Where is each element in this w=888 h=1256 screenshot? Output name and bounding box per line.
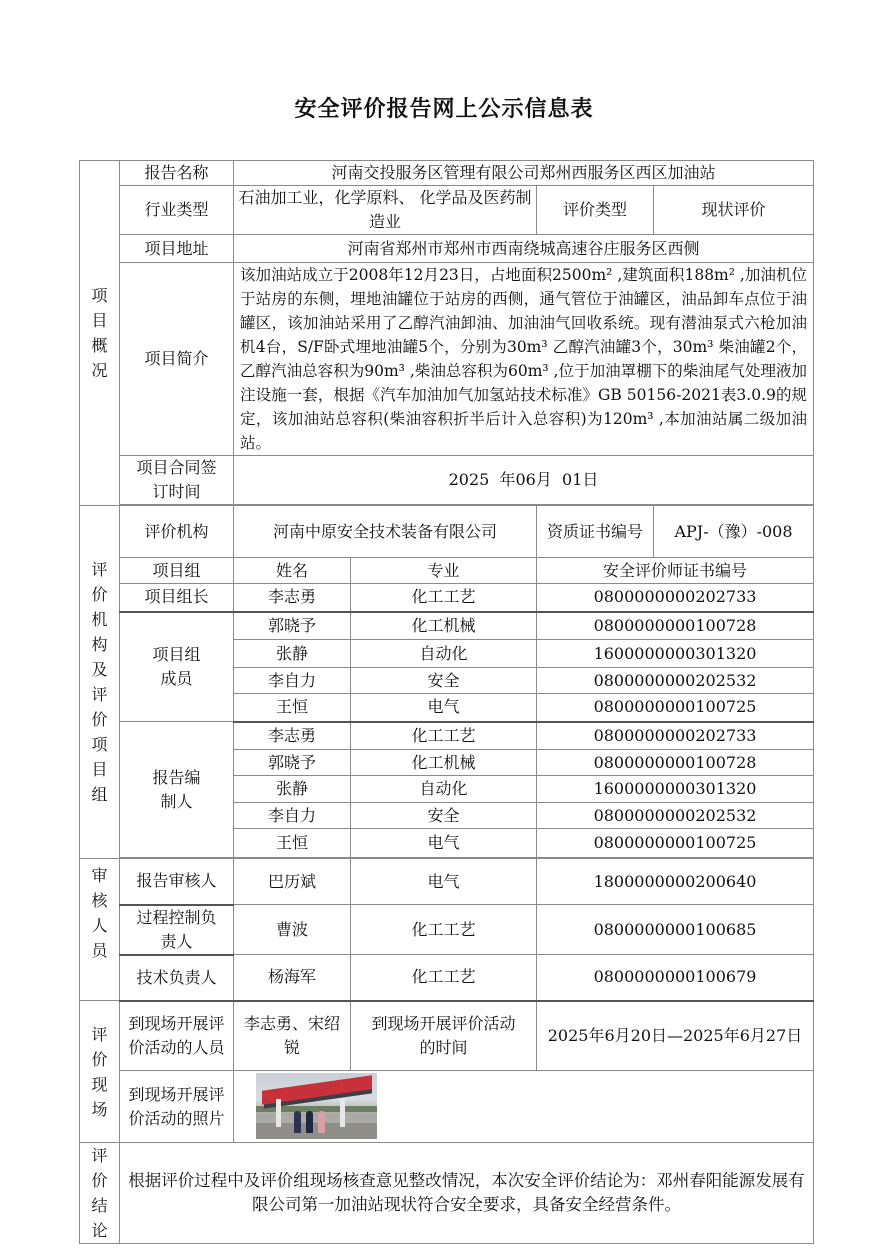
author-cert: 0800000000100725 bbox=[537, 829, 814, 858]
row-leader bbox=[80, 584, 814, 612]
row-address bbox=[80, 235, 814, 263]
review-major: 化工工艺 bbox=[351, 905, 537, 955]
review-name: 杨海军 bbox=[234, 955, 351, 1001]
author-major: 电气 bbox=[351, 829, 537, 858]
table-row bbox=[80, 905, 814, 955]
review-role: 技术负责人 bbox=[120, 955, 234, 1001]
review-role: 过程控制负责人 bbox=[120, 905, 234, 955]
authors-label: 报告编制人 bbox=[120, 722, 234, 858]
member-cert: 0800000000100725 bbox=[537, 694, 814, 722]
review-major: 化工工艺 bbox=[351, 955, 537, 1001]
org-name: 河南中原安全技术装备有限公司 bbox=[234, 506, 537, 558]
author-major: 化工机械 bbox=[351, 750, 537, 776]
table-row bbox=[80, 722, 814, 750]
site-photo-cell bbox=[234, 1071, 814, 1143]
address-label: 项目地址 bbox=[120, 235, 234, 263]
site-time: 2025年6月20日—2025年6月27日 bbox=[537, 1001, 814, 1071]
eval-type-value: 现状评价 bbox=[654, 186, 814, 235]
row-team-header bbox=[80, 558, 814, 584]
row-org bbox=[80, 506, 814, 558]
row-conclusion bbox=[80, 1143, 814, 1244]
author-cert: 0800000000202532 bbox=[537, 803, 814, 829]
cert-no: APJ-（豫）-008 bbox=[654, 506, 814, 558]
header-major: 专业 bbox=[351, 558, 537, 584]
member-major: 化工机械 bbox=[351, 612, 537, 640]
section-label-org: 评 价 机 构 及 评 价 项 目 组 bbox=[80, 506, 120, 859]
row-site-photo bbox=[80, 1071, 814, 1143]
leader-label: 项目组长 bbox=[120, 584, 234, 612]
member-major: 自动化 bbox=[351, 640, 537, 668]
header-team: 项目组 bbox=[120, 558, 234, 584]
member-cert: 0800000000202532 bbox=[537, 668, 814, 694]
member-major: 安全 bbox=[351, 668, 537, 694]
author-name: 郭晓予 bbox=[234, 750, 351, 776]
author-cert: 0800000000100728 bbox=[537, 750, 814, 776]
row-intro bbox=[80, 263, 814, 456]
section-label-site: 评 价 现 场 bbox=[80, 1001, 120, 1143]
row-report-name bbox=[80, 161, 814, 186]
site-photo bbox=[256, 1073, 377, 1139]
review-cert: 1800000000200640 bbox=[537, 859, 814, 905]
author-name: 李志勇 bbox=[234, 722, 351, 750]
author-name: 王恒 bbox=[234, 829, 351, 858]
section-label-review: 审 核 人 员 bbox=[80, 859, 120, 1001]
review-major: 电气 bbox=[351, 859, 537, 905]
member-name: 张静 bbox=[234, 640, 351, 668]
leader-major: 化工工艺 bbox=[351, 584, 537, 612]
member-major: 电气 bbox=[351, 694, 537, 722]
site-photo-label: 到现场开展评价活动的照片 bbox=[120, 1071, 234, 1143]
member-name: 李自力 bbox=[234, 668, 351, 694]
member-cert: 1600000000301320 bbox=[537, 640, 814, 668]
intro-label: 项目简介 bbox=[120, 263, 234, 456]
review-name: 巴历斌 bbox=[234, 859, 351, 905]
header-cert: 安全评价师证书编号 bbox=[537, 558, 814, 584]
intro-value: 该加油站成立于2008年12月23日，占地面积2500m² ,建筑面积188m² ,加油机位于站房的东侧，埋地油罐位于站房的西侧，通气管位于油罐区，油品卸车点位于油罐区，该加油站采用了乙醇汽油卸油、加油油气回收系统。现有潜油泵式六枪加油机4台，S/F卧式埋地油罐5个，分别为30m³ 乙醇汽油罐3个，30m³ 柴油罐2个，乙醇汽油总容积为90m³ ,柴油总容积为60m³ ,位于加油罩棚下的柴油尾气处理液加注设施一套，根据《汽车加油加气加氢站技术标准》GB 50156-2021表3.0.9的规定，该加油站总容积(柴油容积折半后计入总容积)为120m³ ,本加油站属二级加油站。 bbox=[234, 263, 814, 456]
report-name-value: 河南交投服务区管理有限公司郑州西服务区西区加油站 bbox=[234, 161, 814, 186]
industry-value: 石油加工业，化学原料、 化学品及医药制造业 bbox=[234, 186, 537, 235]
table-row bbox=[80, 612, 814, 640]
author-major: 安全 bbox=[351, 803, 537, 829]
page-title: 安全评价报告网上公示信息表 bbox=[294, 97, 594, 122]
author-name: 李自力 bbox=[234, 803, 351, 829]
author-cert: 0800000000202733 bbox=[537, 722, 814, 750]
contract-value: 2025 年06月 01日 bbox=[234, 456, 814, 505]
section-label-overview: 项 目 概 况 bbox=[80, 161, 120, 506]
author-major: 化工工艺 bbox=[351, 722, 537, 750]
industry-label: 行业类型 bbox=[120, 186, 234, 235]
contract-label: 项目合同签订时间 bbox=[120, 456, 234, 505]
site-staff-label: 到现场开展评价活动的人员 bbox=[120, 1001, 234, 1071]
site-time-label: 到现场开展评价活动的时间 bbox=[351, 1001, 537, 1071]
header-name: 姓名 bbox=[234, 558, 351, 584]
report-name-label: 报告名称 bbox=[120, 161, 234, 186]
member-name: 郭晓予 bbox=[234, 612, 351, 640]
conclusion-text: 根据评价过程中及评价组现场核查意见整改情况，本次安全评价结论为：邓州春阳能源发展有限公司第一加油站现状符合安全要求，具备安全经营条件。 bbox=[120, 1143, 814, 1244]
site-staff: 李志勇、宋绍锐 bbox=[234, 1001, 351, 1071]
member-cert: 0800000000100728 bbox=[537, 612, 814, 640]
author-cert: 1600000000301320 bbox=[537, 776, 814, 803]
leader-cert: 0800000000202733 bbox=[537, 584, 814, 612]
author-major: 自动化 bbox=[351, 776, 537, 803]
row-site-staff bbox=[80, 1001, 814, 1071]
info-table bbox=[79, 160, 814, 1244]
review-cert: 0800000000100685 bbox=[537, 905, 814, 955]
leader-name: 李志勇 bbox=[234, 584, 351, 612]
org-label: 评价机构 bbox=[120, 506, 234, 558]
members-label: 项目组成员 bbox=[120, 612, 234, 722]
table-row bbox=[80, 859, 814, 905]
section-label-conclusion: 评 价 结 论 bbox=[80, 1143, 120, 1244]
row-contract bbox=[80, 456, 814, 505]
member-name: 王恒 bbox=[234, 694, 351, 722]
review-cert: 0800000000100679 bbox=[537, 955, 814, 1001]
review-name: 曹波 bbox=[234, 905, 351, 955]
author-name: 张静 bbox=[234, 776, 351, 803]
review-role: 报告审核人 bbox=[120, 859, 234, 905]
table-row bbox=[80, 955, 814, 1001]
eval-type-label: 评价类型 bbox=[537, 186, 654, 235]
cert-label: 资质证书编号 bbox=[537, 506, 654, 558]
address-value: 河南省郑州市郑州市西南绕城高速谷庄服务区西侧 bbox=[234, 235, 814, 263]
row-industry bbox=[80, 186, 814, 235]
